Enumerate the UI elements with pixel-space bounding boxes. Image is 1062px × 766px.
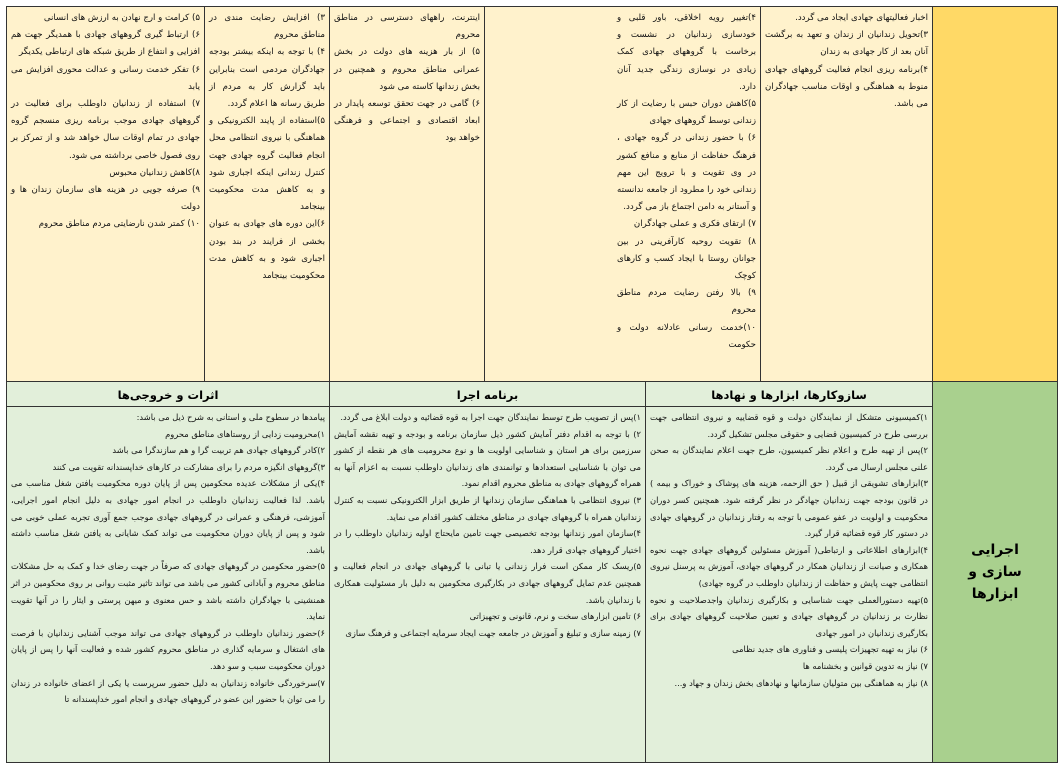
list-item: ۶)حضور زندانیان داوطلب در گروههای جهادی می تواند موجب آشنایی زندانیان با فرصت های اشتغال و سرمایه گذاری در مناطق محروم کشور شده و فعالیت آنها را پس از پایان دوران محکومیت سبب و سو دهد. <box>11 627 325 671</box>
text-line: ۷) استفاده از زندانیان داوطلب برای فعالیت در گروههای جهادی موجب برنامه ریزی منسجم گروه جهادی در تمام اوقات سال خواهد شد و از تمرکز بر روی فصول خاصی برداشته می شود. <box>11 99 200 161</box>
list-item: ۳)ابزارهای تشویقی از قبیل ( حق الزحمه، هزینه های پوشاک و خوراک و بیمه ) در قانون بودجه جهت زندانیان جهادگر در نظر گرفته شود. همچنین کسر دوران محکومیت و اولویت در عفو عمومی با توجه به رفتار زندانیان در گروههای جهادی در دستور کار قوه قضائیه قرار گیرد. <box>650 478 928 539</box>
text-line: ۴)برنامه ریزی انجام فعالیت گروههای جهادی منوط به هماهنگی و اوقات مناسب جهادگران می باشد. <box>765 64 928 110</box>
row-label-text: اجرایی سازی و ابزارها <box>968 542 1022 602</box>
list-item: ۸) نیاز به هماهنگی بین متولیان سازمانها و نهادهای بخش زندان و جهاد و... <box>674 677 928 688</box>
bottom-cell-outputs <box>6 381 330 763</box>
top-cell-col4 <box>204 6 330 382</box>
text-line: ۹) بالا رفتن رضایت مردم مناطق محروم <box>617 288 756 316</box>
execution-plan-list <box>330 407 645 641</box>
list-item: ۲) با توجه به اقدام دفتر آمایش کشور ذیل سازمان برنامه و بودجه و تهیه نقشه آمایش سرزمین برای هر استان و شناسایی اولویت ها و نوع محرومیت های هر نقطه از کشور می توان با شناسایی استعدادها و توانمندی های زندانیان داوطلب نسبت به اعزام آنها به همراه گروههای جهادی به مناطق محروم اقدام نمود. <box>334 428 641 489</box>
column-header-mechanisms: سازوکارها، ابزارها و نهادها <box>646 382 932 407</box>
list-item: ۳) نیروی انتظامی با هماهنگی سازمان زندانها از طریق ابزار الکترونیکی نسبت به کنترل زندانیان همراه با گروههای جهادی در مناطق مختلف کشور اقدام می نماید. <box>334 494 641 522</box>
text-line: ۶) با حضور زندانی در گروه جهادی ، فرهنگ حفاظت از منابع و منافع کشور در وی تقویت و با ترویج این مهم زندانی خود را مطرود از جامعه ندانسته و آستانر به دامن اجتماع باز می گردد. <box>617 133 756 213</box>
text-line: ۶) تفکر خدمت رسانی و عدالت محوری افزایش می یابد <box>11 64 200 92</box>
row-label-implementation <box>932 381 1058 763</box>
text-line: ۶) گامی در جهت تحقق توسعه پایدار در ابعاد اقتصادی و اجتماعی و فرهنگی خواهد بود <box>334 99 480 144</box>
text-line: اینترنت، راههای دسترسی در مناطق محروم <box>334 13 480 41</box>
top-cell-col1 <box>760 6 933 382</box>
list-item: ۲)پس از تهیه طرح و اعلام نظر کمیسیون، طرح جهت اعلام نمایندگان به صحن علنی مجلس ارسال می گردد. <box>650 445 928 472</box>
text-line: ۸)کاهش زندانیان محبوس <box>109 167 200 178</box>
top-cell-col3-text <box>330 7 484 148</box>
text-line: ۱۰) کمتر شدن نارضایتی مردم مناطق محروم <box>38 219 200 230</box>
text-line: ۳) افزایش رضایت مندی در مناطق محروم <box>209 13 325 41</box>
list-item: ۱)محرومیت زدایی از روستاهای مناطق محروم <box>165 428 325 439</box>
text-line: ۳)تحویل زندانیان از زندان و تعهد به برگشت آنان بعد از کار جهادی به زندان <box>765 30 928 58</box>
text-line: ۵)کاهش دوران حبس با رضایت از کار زندانی توسط گروههای جهادی <box>617 99 756 127</box>
outputs-list <box>7 407 329 708</box>
list-item: ۴)سازمان امور زندانها بودجه تخصیصی جهت تامین مایحتاج اولیه زندانیان داوطلب را در اختیار گروههای جهادی قرار دهد. <box>334 528 641 555</box>
top-cell-col4-text <box>205 7 329 285</box>
list-item: ۷) نیاز به تدوین قوانین و بخشنامه ها <box>802 660 928 671</box>
top-cell-col2 <box>484 6 761 382</box>
text-line: ۴)تغییر رویه اخلاقی، باور قلبی و خودسازی زندانیان در نشست و برخاست با گروههای جهادی کمک زیادی در نوسازی زندگی جدید آنان دارد. <box>617 13 756 92</box>
list-item: ۷)سرخوردگی خانواده زندانیان به دلیل حضور سرپرست یا یکی از اعضای خانواده در زندان را می توان با حضور این عضو در گروههای جهادی و انجام امور خداپسندانه تا <box>11 677 325 705</box>
top-cell-col5 <box>6 6 205 382</box>
text-line: ۵) از بار هزینه های دولت در بخش عمرانی مناطق محروم و همچنین در بخش زندانها کاسته می شود <box>334 47 480 92</box>
list-item: ۲)کادر گروههای جهادی هم تربیت گرا و هم سازندگرا می باشد <box>112 445 325 456</box>
list-item: ۶) تامین ابزارهای سخت و نرم، قانونی و تجهیزاتی <box>469 611 641 622</box>
list-item: ۱)پس از تصویب طرح توسط نمایندگان جهت اجرا به قوه قضائیه و دولت ابلاغ می گردد. <box>340 412 641 422</box>
list-item: ۵)تهیه دستورالعملی جهت شناسایی و بکارگیری زندانیان واجدصلاحیت و نحوه نظارت بر زندانیان در گروههای جهادی و تعیین صلاحیت گروههای جهادی برای بکارگیری زندانیان در امور جهادی <box>650 594 928 638</box>
text-line: ۶) ارتباط گیری گروههای جهادی با همدیگر جهت هم افزایی و انتفاع از طریق شبکه های ارتباطی یکدیگر <box>11 30 200 58</box>
top-cell-col1-text <box>761 7 932 113</box>
top-cell-col2-text <box>485 7 760 354</box>
text-line: ۱۰)خدمت رسانی عادلانه دولت و حکومت <box>617 322 756 350</box>
top-cell-col5-text <box>7 7 204 234</box>
list-item: ۶) نیاز به تهیه تجهیزات پلیسی و فناوری های جدید نظامی <box>732 644 928 655</box>
text-line: ۹) صرفه جویی در هزینه های سازمان زندان ها و دولت <box>11 185 200 213</box>
list-item: ۳)گروههای انگیزه مردم را برای مشارکت در کارهای خداپسندانه تقویت می کنند <box>52 461 325 472</box>
column-header-execution-plan: برنامه اجرا <box>330 382 645 407</box>
list-item: ۴)ابزارهای اطلاعاتی و ارتباطی( آموزش مسئولین گروههای جهادی جهت نحوه همکاری و صیانت از زندانیان همکار در گروههای جهادی، آموزش به پرسنل نیروی انتظامی جهت پایش و حفاظت از زندانیان داوطلب در گروه جهادی) <box>650 544 928 588</box>
text-line: ۷) ارتقای فکری و عملی جهادگران <box>633 219 756 230</box>
list-item: ۱)کمیسیونی متشکل از نمایندگان دولت و قوه قضاییه و نیروی انتظامی جهت بررسی طرح در کمیسیون قضایی و حقوقی مجلس تشکیل گردد. <box>650 412 928 439</box>
list-item: ۴)یکی از مشکلات عدیده محکومین پس از پایان دوره محکومیت یافتن شغل مناسب می باشد. لذا فعالیت زندانیان داوطلب در انجام امور جهادی به دلیل انجام امور اجرایی، آموزشی، فرهنگی و عمرانی در گروههای جهادی موجب جمع آوری تجربه عملی خوبی می شود و پس از پایان دوران محکومیت می تواند کمک شایانی به یافتن شغل مناسب داشته باشد. <box>11 478 325 555</box>
text-line: ۴) با توجه به اینکه بیشتر بودجه جهادگران مردمی است بنابراین باید گزارش کار به مردم از طریق رسانه ها اعلام گردد. <box>209 47 325 110</box>
text-line: ۵)استفاده از پایند الکترونیکی و هماهنگی با نیروی انتظامی محل انجام فعالیت گروه جهادی جهت کنترل زندانی اینکه اجباری شود و به کاهش مدت محکومیت بینجامد <box>209 116 325 213</box>
top-cell-col3 <box>329 6 485 382</box>
list-item: ۷) زمینه سازی و تبلیغ و آموزش در جامعه جهت ایجاد سرمایه اجتماعی و فرهنگ سازی <box>345 627 641 638</box>
text-line: ۶)این دوره های جهادی به عنوان بخشی از فرایند در بند بودن اجباری شود و به کاهش مدت محکومیت بینجامد <box>209 219 325 282</box>
list-item: ۵)حضور محکومین در گروههای جهادی که صرفاً در جهت رضای خدا و کمک به حل مشکلات مناطق محروم و آبادانی کشور می باشد می تواند تاثیر مثبت روانی بر روی محکومین در اثر همنشینی با جهادگران داشته باشد و حس معنوی و میهن پرستی و ایثار را در آنها تقویت نماید. <box>11 561 325 622</box>
text-line: اخبار فعالیتهای جهادی ایجاد می گردد. <box>795 13 928 23</box>
bottom-cell-mechanisms <box>645 381 933 763</box>
list-item: پیامدها در سطوح ملی و استانی به شرح ذیل می باشد: <box>136 412 325 422</box>
text-line: ۸) تقویت روحیه کارآفرینی در بین جوانان روستا با ایجاد کسب و کارهای کوچک <box>617 236 756 282</box>
text-line: ۵) کرامت و ارج نهادن به ارزش های انسانی <box>43 13 200 23</box>
mechanisms-list <box>646 407 932 691</box>
top-row-label-cell <box>932 6 1058 382</box>
list-item: ۵)ریسک کار ممکن است فرار زندانی یا تبانی با گروههای جهادی در انجام فعالیت و همچنین عدم تمایل گروههای جهادی در بکارگیری محکومین به دلیل بار مسئولیت همکاری با زندانیان باشد. <box>334 561 641 605</box>
bottom-cell-execution-plan <box>329 381 646 763</box>
column-header-outputs: اثرات و خروجی‌ها <box>7 382 329 407</box>
